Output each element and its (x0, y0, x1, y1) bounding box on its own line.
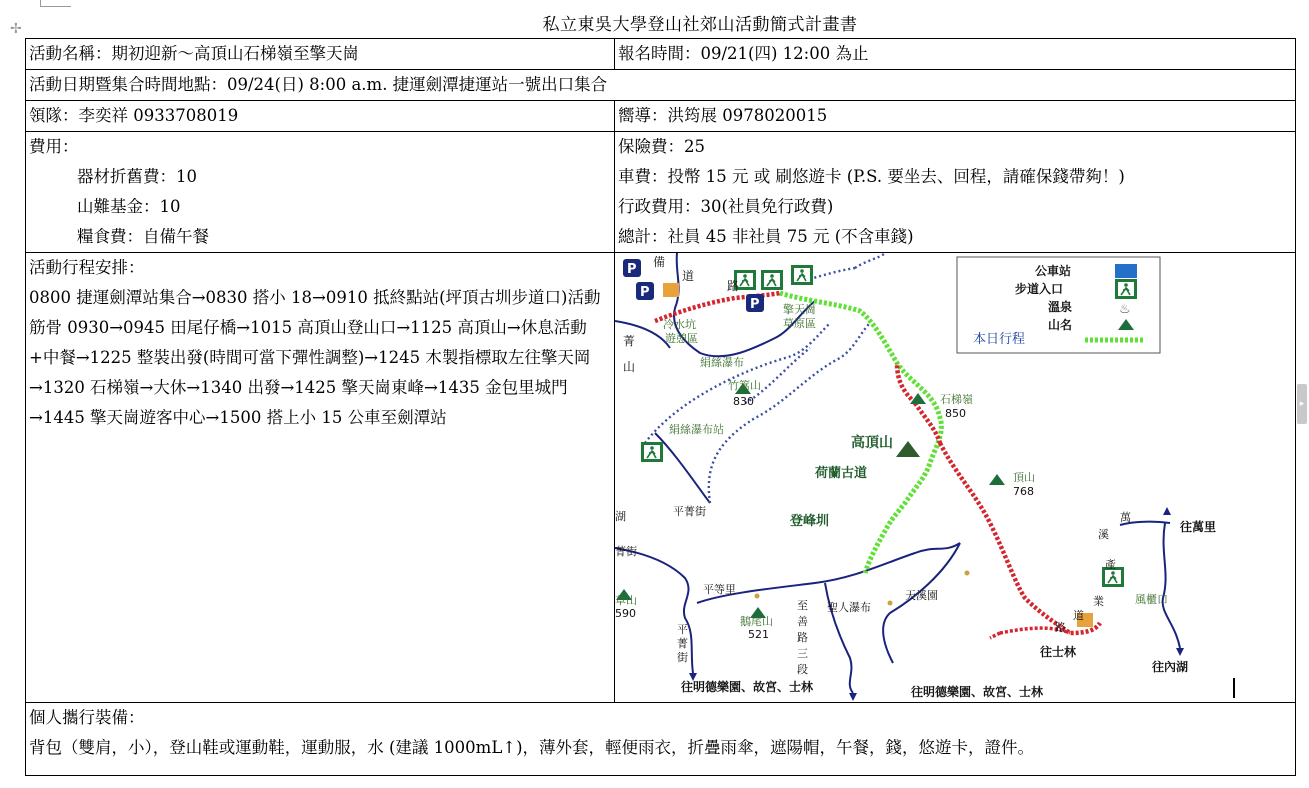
label-jing-st: 菁街 (615, 545, 637, 558)
label-pingdengli: 平等里 (703, 583, 736, 596)
fees-heading: 費用： (29, 137, 79, 156)
label-san: 三 (797, 647, 808, 660)
page-corner-mark (40, 0, 71, 7)
hot-spring-marker-1 (663, 283, 679, 297)
mountain-icon-gaodingshan (896, 441, 920, 457)
label-jianweishan: 鵝尾山 (740, 615, 773, 628)
label-pingjing-st: 平菁街 (673, 505, 706, 518)
label-duan: 段 (797, 663, 808, 676)
label-caoyuanqu: 草原區 (783, 317, 816, 330)
label-to-wanli: 往萬里 (1180, 520, 1217, 534)
label-caoshan: 草山 (615, 594, 637, 607)
label-wan: 萬 (1120, 511, 1131, 524)
activity-name-cell[interactable]: 活動名稱：期初迎新～高頂山石梯嶺至擎天崗 (26, 39, 615, 70)
label-shitiling-elev: 850 (945, 407, 966, 420)
map-cell[interactable] (615, 253, 1296, 703)
label-dao2: 道 (1073, 609, 1084, 622)
label-qingtiangang: 擎天崗 (783, 303, 816, 316)
trail-entrance-icon-3 (791, 265, 813, 285)
label-to-mingde-1: 往明德樂園、故宮、士林 (681, 680, 814, 694)
trail-map (615, 253, 1296, 702)
bus-stop-icon (1115, 264, 1137, 278)
label-helan-trail: 荷蘭古道 (815, 466, 868, 481)
plan-table (25, 38, 1296, 776)
fees-cell[interactable] (26, 132, 615, 253)
schedule-heading: 活動行程安排： (29, 258, 145, 277)
label-hu: 湖 (615, 510, 626, 523)
legend-bus-stop: 公車站 (1035, 264, 1072, 278)
trail-entrance-icon-2 (761, 270, 783, 290)
fees-detail-cell[interactable] (615, 132, 1296, 253)
map-road-6 (825, 583, 853, 693)
schedule-text: 0800 捷運劍潭站集合→0830 搭小 18→0910 抵終點站(坪頂古圳步道口)活動筋骨 0930→0945 田尾仔橋→1015 高頂山登山口→1125 高頂山→休息活動+中餐→1225 整裝出發(時間可當下彈性調整)→1245 木製指標取左往擎天岡→1320 石梯嶺→大休→1340 出發→1425 擎天崗東峰→1435 金包里城門→1445 擎天崗遊客中心→1500 搭上小 15 公車至劍潭站 (29, 288, 601, 427)
label-tianxi: 天溪園 (905, 589, 938, 602)
label-fengguikou: 風櫃口 (1135, 593, 1168, 606)
label-zhusaoshan: 竹篙山 (728, 379, 761, 392)
label-shan: 山 (623, 360, 636, 374)
fee-total: 總計：社員 45 非社員 75 元 (不含車錢) (618, 227, 914, 246)
label-gaodingshan: 高頂山 (851, 435, 893, 451)
label-to-neihu: 往內湖 (1152, 660, 1189, 674)
fee-bus: 車費：投幣 15 元 或 刷悠遊卡 (P.S. 要坐去、回程，請確保錢帶夠！) (618, 167, 1125, 186)
map-road-8 (1163, 523, 1180, 648)
label-zhi: 至 (797, 599, 808, 612)
label-lu2: 路 (797, 631, 808, 644)
parking-label-1: P (627, 262, 637, 277)
label-shitiling: 石梯嶺 (940, 393, 973, 406)
label-juansi-waterfall: 絹絲瀑布 (700, 356, 744, 369)
label-shan2: 善 (797, 615, 808, 628)
table-move-handle-icon[interactable]: ✢ (10, 21, 22, 37)
equipment-heading: 個人攜行裝備： (29, 708, 145, 727)
label-youqiqu: 遊憩區 (665, 332, 698, 345)
legend-trail-entrance: 步道入口 (1015, 282, 1064, 296)
label-to-shilin: 往士林 (1040, 645, 1077, 659)
label-caoshan-elev: 590 (615, 607, 636, 620)
label-lu3: 路 (1055, 621, 1066, 634)
equipment-cell[interactable] (26, 703, 1296, 776)
label-lu: 路 (727, 279, 740, 293)
green-trail-route (780, 293, 941, 573)
legend-route-label: 本日行程 (973, 332, 1026, 347)
label-juansi-stop: 絹絲瀑布站 (669, 423, 724, 436)
label-qing2: 菁 (677, 637, 688, 650)
registration-time-cell[interactable]: 報名時間：09/21(四) 12:00 為止 (615, 39, 1296, 70)
label-ping: 平 (677, 623, 688, 636)
hot-spring-icon: ♨ (1119, 302, 1131, 317)
label-dao: 道 (682, 269, 695, 283)
schedule-cell[interactable] (26, 253, 615, 703)
fee-equipment: 器材折舊費：10 (77, 167, 197, 186)
fee-insurance: 保險費：25 (618, 137, 705, 156)
label-to-mingde-2: 往明德樂園、故宮、士林 (911, 685, 1044, 699)
legend-hot-spring: 溫泉 (1048, 300, 1073, 314)
document-title: 私立東吳大學登山社郊山活動簡式計畫書 (542, 15, 858, 35)
label-dingshan-elev: 768 (1013, 485, 1034, 498)
label-jie: 街 (677, 651, 688, 664)
fee-admin: 行政費用：30(社員免行政費) (618, 197, 834, 216)
side-scroll-tab[interactable]: ▸ (1297, 384, 1307, 424)
equipment-text: 背包（雙肩，小），登山鞋或運動鞋，運動服，水 (建議 1000mL↑)，薄外套，輕便雨衣，折疊雨傘，遮陽帽，午餐，錢，悠遊卡，證件。 (29, 738, 1035, 757)
label-shengren: 聖人瀑布 (827, 601, 871, 614)
label-dingshan: 頂山 (1013, 471, 1035, 484)
label-zhusaoshan-elev: 830 (733, 395, 754, 408)
fee-rescue-fund: 山難基金：10 (77, 197, 181, 216)
date-place-cell[interactable]: 活動日期暨集合時間地點：09/24(日) 8:00 a.m. 捷運劍潭捷運站一號出口集合 (26, 70, 1296, 101)
label-dengfeng: 登峰圳 (790, 514, 830, 529)
label-ye: 業 (1093, 595, 1104, 608)
text-cursor (1233, 678, 1235, 698)
legend-mountain: 山名 (1048, 318, 1073, 332)
label-xi: 溪 (1098, 528, 1109, 541)
label-qing: 菁 (623, 334, 636, 348)
trail-entrance-icon-4 (641, 442, 663, 462)
leader-cell[interactable]: 領隊：李奕祥 0933708019 (26, 101, 615, 132)
label-lengshui: 冷水坑 (663, 318, 696, 331)
parking-label-3: P (750, 297, 760, 312)
fee-food: 糧食費：自備午餐 (77, 227, 209, 246)
trail-entrance-legend-icon (1115, 279, 1137, 299)
parking-label-2: P (640, 285, 650, 300)
label-bei: 備 (653, 255, 666, 269)
guide-cell[interactable]: 嚮導：洪筠展 0978020015 (615, 101, 1296, 132)
map-road-3 (655, 433, 710, 503)
label-chan: 產 (1105, 558, 1116, 571)
label-jianweishan-elev: 521 (748, 628, 769, 641)
mountain-icon-dingshan (989, 474, 1005, 485)
